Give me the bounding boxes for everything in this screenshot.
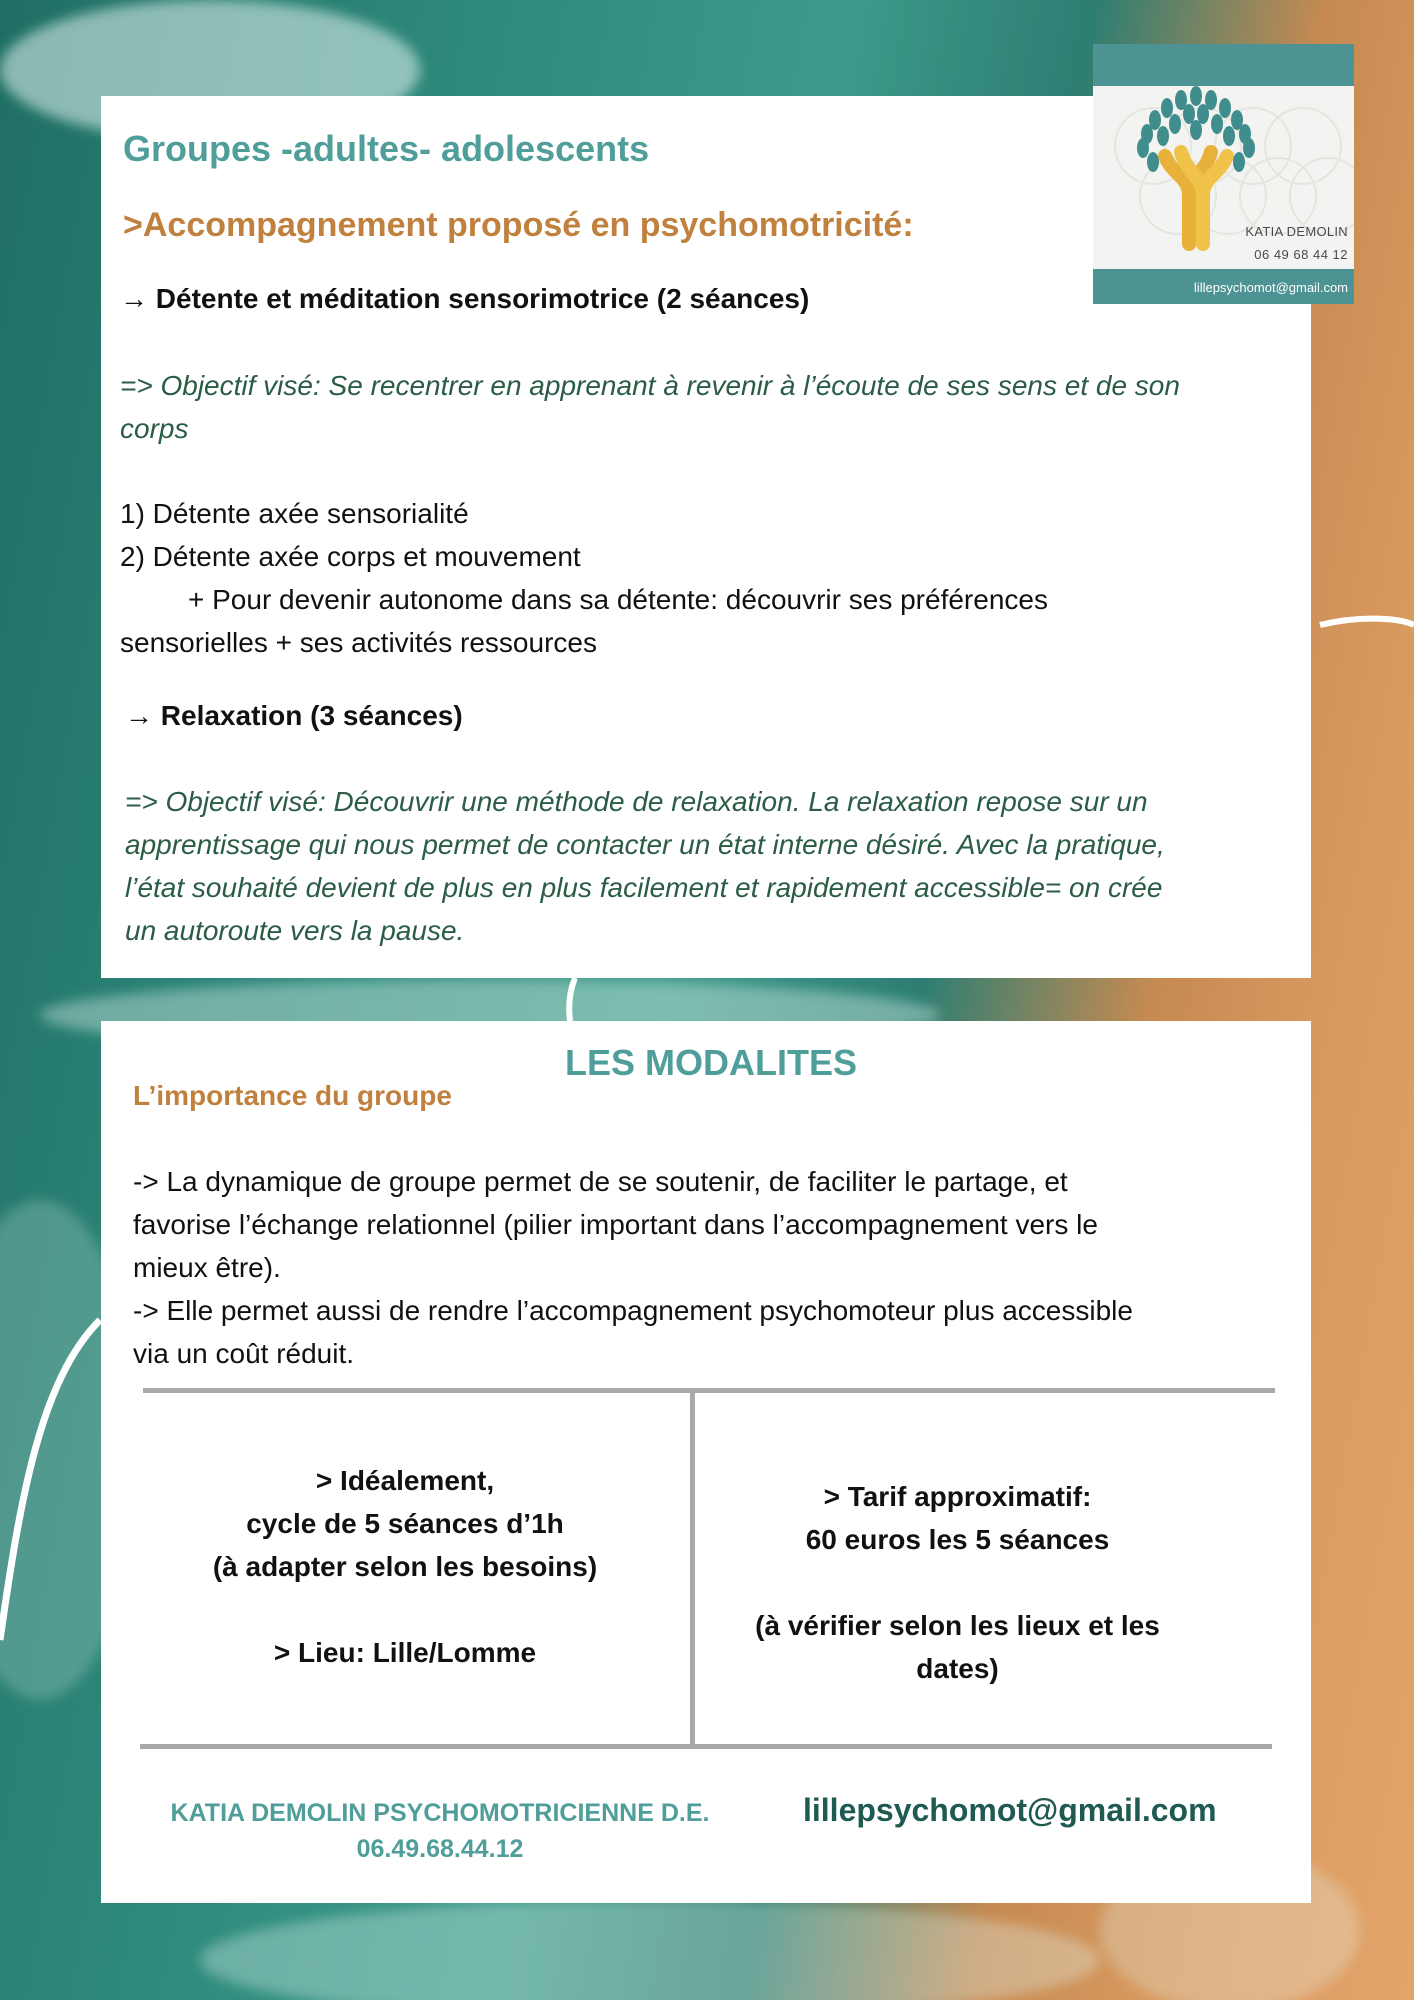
item2-objective-line: apprentissage qui nous permet de contacter un état interne désiré. Avec la pratique, [125,829,1165,860]
section-subtitle: >Accompagnement proposé en psychomotricité: [123,206,914,244]
footer-contact [140,1795,740,1867]
cell-line: > Idéalement, [315,1465,495,1496]
item2-objective-line: => Objectif visé: Découvrir une méthode de relaxation. La relaxation repose sur un [125,786,1148,817]
group-importance-title: L’importance du groupe [133,1080,452,1111]
cell-line: > Lieu: Lille/Lomme [273,1637,537,1668]
item1-objective-line2: corps [120,413,189,444]
schedule-cell [145,1459,665,1674]
list-item: 1) Détente axée sensorialité [120,498,469,529]
cell-line [700,1561,1215,1604]
group-text-line: via un coût réduit. [133,1338,355,1369]
footer-name: KATIA DEMOLIN PSYCHOMOTRICIENNE D.E. [170,1799,710,1827]
cell-line: (à adapter selon les besoins) [212,1551,598,1582]
tree-hands-icon [1093,86,1354,269]
page-title: Groupes -adultes- adolescents [123,128,650,169]
table-middle-divider [690,1391,695,1747]
logo-top-band [1093,44,1354,86]
modalities-title: LES MODALITES [565,1042,858,1083]
price-cell [700,1475,1215,1690]
item2-heading: → Relaxation (3 séances) [125,700,463,731]
cell-line: (à vérifier selon les lieux et les [755,1610,1160,1641]
logo-name: KATIA DEMOLIN [1245,224,1348,239]
footer-email[interactable]: lillepsychomot@gmail.com [803,1792,1217,1828]
list-item: 2) Détente axée corps et mouvement [120,541,581,572]
logo-email: lillepsychomot@gmail.com [1193,280,1348,295]
group-description [133,1160,1273,1375]
cell-line: > Tarif approximatif: [823,1481,1092,1512]
table-top-divider [143,1388,1275,1393]
cell-line: dates) [916,1653,999,1684]
list-item: + Pour devenir autonome dans sa détente: découvrir ses préférences [188,584,1048,615]
group-text-line: -> Elle permet aussi de rendre l’accompagnement psychomoteur plus accessible [133,1295,1133,1326]
cell-line: 60 euros les 5 séances [805,1524,1110,1555]
logo-card [1093,44,1354,304]
logo-phone: 06 49 68 44 12 [1254,247,1348,262]
cell-line: cycle de 5 séances d’1h [246,1508,564,1539]
item1-heading: → Détente et méditation sensorimotrice (2 séances) [120,283,810,314]
cell-line [145,1588,665,1631]
list-item: sensorielles + ses activités ressources [120,627,597,658]
group-text-line: mieux être). [133,1252,281,1283]
item2-objective-line: un autoroute vers la pause. [125,915,465,946]
footer-phone: 06.49.68.44.12 [356,1835,524,1863]
group-text-line: -> La dynamique de groupe permet de se soutenir, de faciliter le partage, et [133,1166,1068,1197]
item2-objective-line: l’état souhaité devient de plus en plus facilement et rapidement accessible= on crée [125,872,1163,903]
table-bottom-divider [140,1744,1272,1749]
item1-objective-line1: => Objectif visé: Se recentrer en apprenant à revenir à l’écoute de ses sens et de son [120,370,1180,401]
group-text-line: favorise l’échange relationnel (pilier important dans l’accompagnement vers le [133,1209,1098,1240]
